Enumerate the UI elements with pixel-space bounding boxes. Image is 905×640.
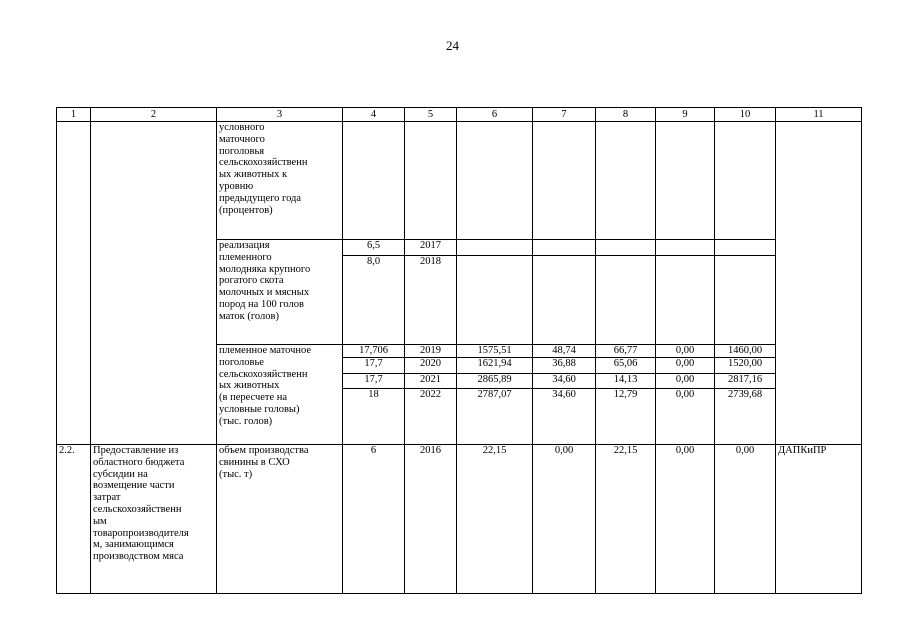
value-cell: 8,0 xyxy=(343,256,405,345)
header-cell: 8 xyxy=(596,108,656,122)
empty-cell xyxy=(596,122,656,240)
item-number-cell: 2.2. xyxy=(57,445,91,594)
header-cell: 4 xyxy=(343,108,405,122)
header-cell: 10 xyxy=(715,108,776,122)
empty-cell xyxy=(533,122,596,240)
header-cell: 11 xyxy=(776,108,862,122)
empty-cell xyxy=(457,122,533,240)
amount-cell: 2817,16 xyxy=(715,374,776,389)
amount-cell: 0,00 xyxy=(656,358,715,374)
indicator-cell: племенное маточное поголовье сельскохозяйственн ых животных (в пересчете на условные головы) (тыс. голов) xyxy=(217,345,343,445)
empty-cell xyxy=(776,122,862,445)
value-cell: 6 xyxy=(343,445,405,594)
header-cell: 3 xyxy=(217,108,343,122)
header-cell: 2 xyxy=(91,108,217,122)
year-cell: 2019 xyxy=(405,345,457,358)
amount-cell: 66,77 xyxy=(596,345,656,358)
measure-cell: Предоставление из областного бюджета субсидии на возмещение части затрат сельскохозяйственн ым товаропроизводителя м, занимающимся производством мяса xyxy=(91,445,217,594)
amount-cell: 65,06 xyxy=(596,358,656,374)
amount-cell: 0,00 xyxy=(656,345,715,358)
table-row xyxy=(57,445,862,594)
table-row xyxy=(57,122,862,240)
header-cell: 6 xyxy=(457,108,533,122)
empty-cell xyxy=(457,256,533,345)
empty-cell xyxy=(405,122,457,240)
empty-cell xyxy=(656,240,715,256)
amount-cell: 14,13 xyxy=(596,374,656,389)
program-table xyxy=(56,107,862,594)
indicator-cell: реализация племенного молодняка крупного рогатого скота молочных и мясных пород на 100 голов маток (голов) xyxy=(217,240,343,345)
empty-cell xyxy=(596,240,656,256)
amount-cell: 0,00 xyxy=(656,389,715,445)
value-cell: 6,5 xyxy=(343,240,405,256)
empty-cell xyxy=(533,240,596,256)
value-cell: 17,706 xyxy=(343,345,405,358)
year-cell: 2017 xyxy=(405,240,457,256)
executor-cell: ДАПКиПР xyxy=(776,445,862,594)
amount-cell: 2739,68 xyxy=(715,389,776,445)
value-cell: 17,7 xyxy=(343,374,405,389)
amount-cell: 1621,94 xyxy=(457,358,533,374)
amount-cell: 2787,07 xyxy=(457,389,533,445)
amount-cell: 34,60 xyxy=(533,374,596,389)
amount-cell: 22,15 xyxy=(596,445,656,594)
year-cell: 2016 xyxy=(405,445,457,594)
indicator-cell: объем производства свинины в СХО (тыс. т) xyxy=(217,445,343,594)
column-number-row xyxy=(57,108,862,122)
empty-cell xyxy=(715,122,776,240)
amount-cell: 1520,00 xyxy=(715,358,776,374)
amount-cell: 2865,89 xyxy=(457,374,533,389)
amount-cell: 22,15 xyxy=(457,445,533,594)
header-cell: 5 xyxy=(405,108,457,122)
header-cell: 1 xyxy=(57,108,91,122)
empty-cell xyxy=(343,122,405,240)
empty-cell xyxy=(596,256,656,345)
year-cell: 2018 xyxy=(405,256,457,345)
empty-cell xyxy=(715,240,776,256)
empty-cell xyxy=(715,256,776,345)
amount-cell: 0,00 xyxy=(656,374,715,389)
year-cell: 2021 xyxy=(405,374,457,389)
empty-cell xyxy=(656,256,715,345)
amount-cell: 1460,00 xyxy=(715,345,776,358)
amount-cell: 0,00 xyxy=(656,445,715,594)
empty-cell xyxy=(57,122,91,445)
year-cell: 2020 xyxy=(405,358,457,374)
amount-cell: 12,79 xyxy=(596,389,656,445)
empty-cell xyxy=(457,240,533,256)
year-cell: 2022 xyxy=(405,389,457,445)
amount-cell: 36,88 xyxy=(533,358,596,374)
page-number: 24 xyxy=(446,38,459,53)
empty-cell xyxy=(91,122,217,445)
amount-cell: 48,74 xyxy=(533,345,596,358)
amount-cell: 0,00 xyxy=(533,445,596,594)
indicator-cell: условного маточного поголовья сельскохозяйственн ых животных к уровню предыдущего года (процентов) xyxy=(217,122,343,240)
amount-cell: 34,60 xyxy=(533,389,596,445)
empty-cell xyxy=(533,256,596,345)
amount-cell: 1575,51 xyxy=(457,345,533,358)
empty-cell xyxy=(656,122,715,240)
value-cell: 17,7 xyxy=(343,358,405,374)
header-cell: 7 xyxy=(533,108,596,122)
value-cell: 18 xyxy=(343,389,405,445)
amount-cell: 0,00 xyxy=(715,445,776,594)
header-cell: 9 xyxy=(656,108,715,122)
